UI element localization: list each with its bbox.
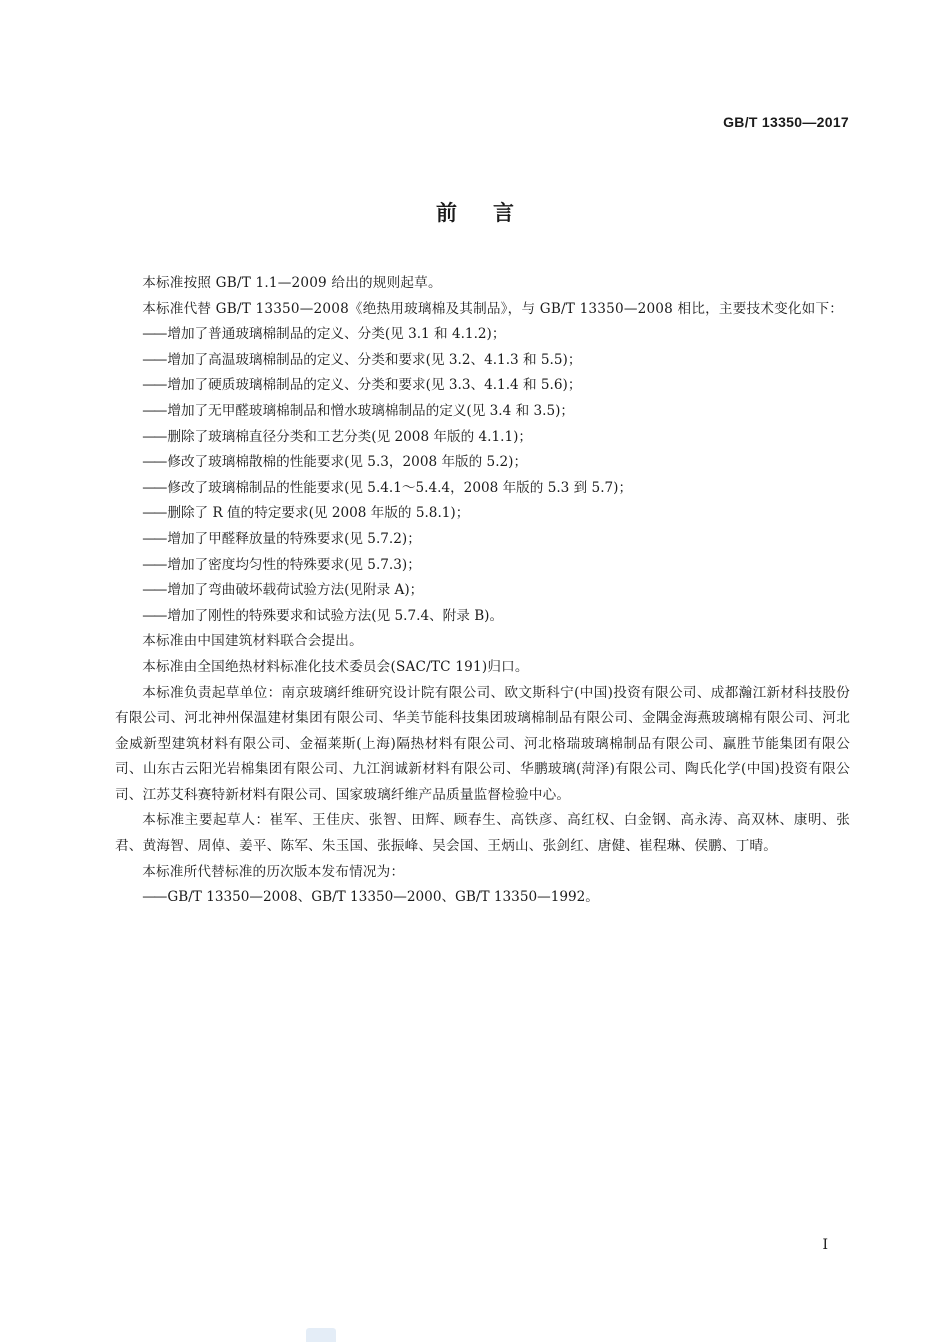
- list-item: [115, 527, 850, 553]
- previous-versions-list: [115, 885, 850, 911]
- paragraph-drafters: 本标准主要起草人：崔军、王佳庆、张智、田辉、顾春生、高铁彦、高红权、白金钢、高永涛、高双林、康明、张君、黄海智、周倬、姜平、陈军、朱玉国、张振峰、吴会国、王炳山、张剑红、唐健、崔程琳、侯鹏、丁晴。: [115, 812, 850, 855]
- change-text: 增加了高温玻璃棉制品的定义、分类和要求(见 3.2、4.1.3 和 5.5)；: [167, 351, 582, 368]
- change-text: 增加了无甲醛玻璃棉制品和憎水玻璃棉制品的定义(见 3.4 和 3.5)；: [167, 402, 575, 419]
- dash-mark: ——: [142, 454, 166, 471]
- change-text: 删除了 R 值的特定要求(见 2008 年版的 5.8.1)；: [167, 505, 470, 522]
- list-item: [115, 501, 850, 527]
- paragraph-centralized-by: 本标准由全国绝热材料标准化技术委员会(SAC/TC 191)归口。: [142, 658, 529, 675]
- dash-mark: ——: [142, 582, 166, 599]
- standard-code: GB/T 13350—2017: [723, 114, 849, 130]
- paragraph-replaces: 本标准代替 GB/T 13350—2008《绝热用玻璃棉及其制品》，与 GB/T 13350—2008 相比，主要技术变化如下：: [142, 300, 844, 317]
- dash-mark: ——: [142, 530, 166, 547]
- change-text: 增加了密度均匀性的特殊要求(见 5.7.3)；: [167, 556, 421, 573]
- change-text: 修改了玻璃棉散棉的性能要求(见 5.3，2008 年版的 5.2)；: [167, 454, 528, 471]
- paragraph-proposed-by: 本标准由中国建筑材料联合会提出。: [142, 633, 363, 650]
- list-item: [115, 553, 850, 579]
- list-item: [115, 476, 850, 502]
- dash-mark: ——: [142, 889, 166, 906]
- dash-mark: ——: [142, 402, 166, 419]
- list-item: [115, 578, 850, 604]
- dash-mark: ——: [142, 428, 166, 445]
- list-item: [115, 450, 850, 476]
- dash-mark: ——: [142, 351, 166, 368]
- dash-mark: ——: [142, 556, 166, 573]
- change-text: 增加了普通玻璃棉制品的定义、分类(见 3.1 和 4.1.2)；: [167, 326, 506, 343]
- list-item: [115, 425, 850, 451]
- page-title: 前言: [436, 201, 550, 225]
- change-text: 增加了甲醛释放量的特殊要求(见 5.7.2)；: [167, 530, 421, 547]
- watermark-icon: [306, 1328, 336, 1342]
- list-item: [115, 885, 850, 911]
- dash-mark: ——: [142, 326, 166, 343]
- dash-mark: ——: [142, 479, 166, 496]
- paragraph-drafting-units: 本标准负责起草单位：南京玻璃纤维研究设计院有限公司、欧文斯科宁(中国)投资有限公司、成都瀚江新材科技股份有限公司、河北神州保温建材集团有限公司、华美节能科技集团玻璃棉制品有限公司、金隅金海燕玻璃棉有限公司、河北金威新型建筑材料有限公司、金福莱斯(上海)隔热材料有限公司、河北格瑞玻璃棉制品有限公司、赢胜节能集团有限公司、山东古云阳光岩棉集团有限公司、九江润诚新材料有限公司、华鹏玻璃(菏泽)有限公司、陶氏化学(中国)投资有限公司、江苏艾科赛特新材料有限公司、国家玻璃纤维产品质量监督检验中心。: [115, 684, 850, 803]
- list-item: [115, 604, 850, 630]
- dash-mark: ——: [142, 505, 166, 522]
- paragraph-version-history: 本标准所代替标准的历次版本发布情况为：: [142, 863, 405, 880]
- page-number: I: [822, 1237, 828, 1253]
- paragraph-drafting-rules: 本标准按照 GB/T 1.1—2009 给出的规则起草。: [142, 275, 442, 291]
- foreword-body: [115, 271, 850, 911]
- change-text: 修改了玻璃棉制品的性能要求(见 5.4.1～5.4.4，2008 年版的 5.3 到 5.7)；: [167, 479, 633, 496]
- change-text: 删除了玻璃棉直径分类和工艺分类(见 2008 年版的 4.1.1)；: [167, 428, 533, 445]
- change-text: 增加了弯曲破坏载荷试验方法(见附录 A)；: [167, 582, 424, 599]
- change-text: 增加了硬质玻璃棉制品的定义、分类和要求(见 3.3、4.1.4 和 5.6)；: [167, 377, 582, 394]
- dash-mark: ——: [142, 377, 166, 394]
- list-item: [115, 373, 850, 399]
- changes-list: [115, 322, 850, 629]
- previous-versions-text: GB/T 13350—2008、GB/T 13350—2000、GB/T 13350—1992。: [167, 889, 599, 906]
- dash-mark: ——: [142, 607, 166, 624]
- list-item: [115, 322, 850, 348]
- change-text: 增加了刚性的特殊要求和试验方法(见 5.7.4、附录 B)。: [167, 607, 504, 624]
- list-item: [115, 399, 850, 425]
- list-item: [115, 348, 850, 374]
